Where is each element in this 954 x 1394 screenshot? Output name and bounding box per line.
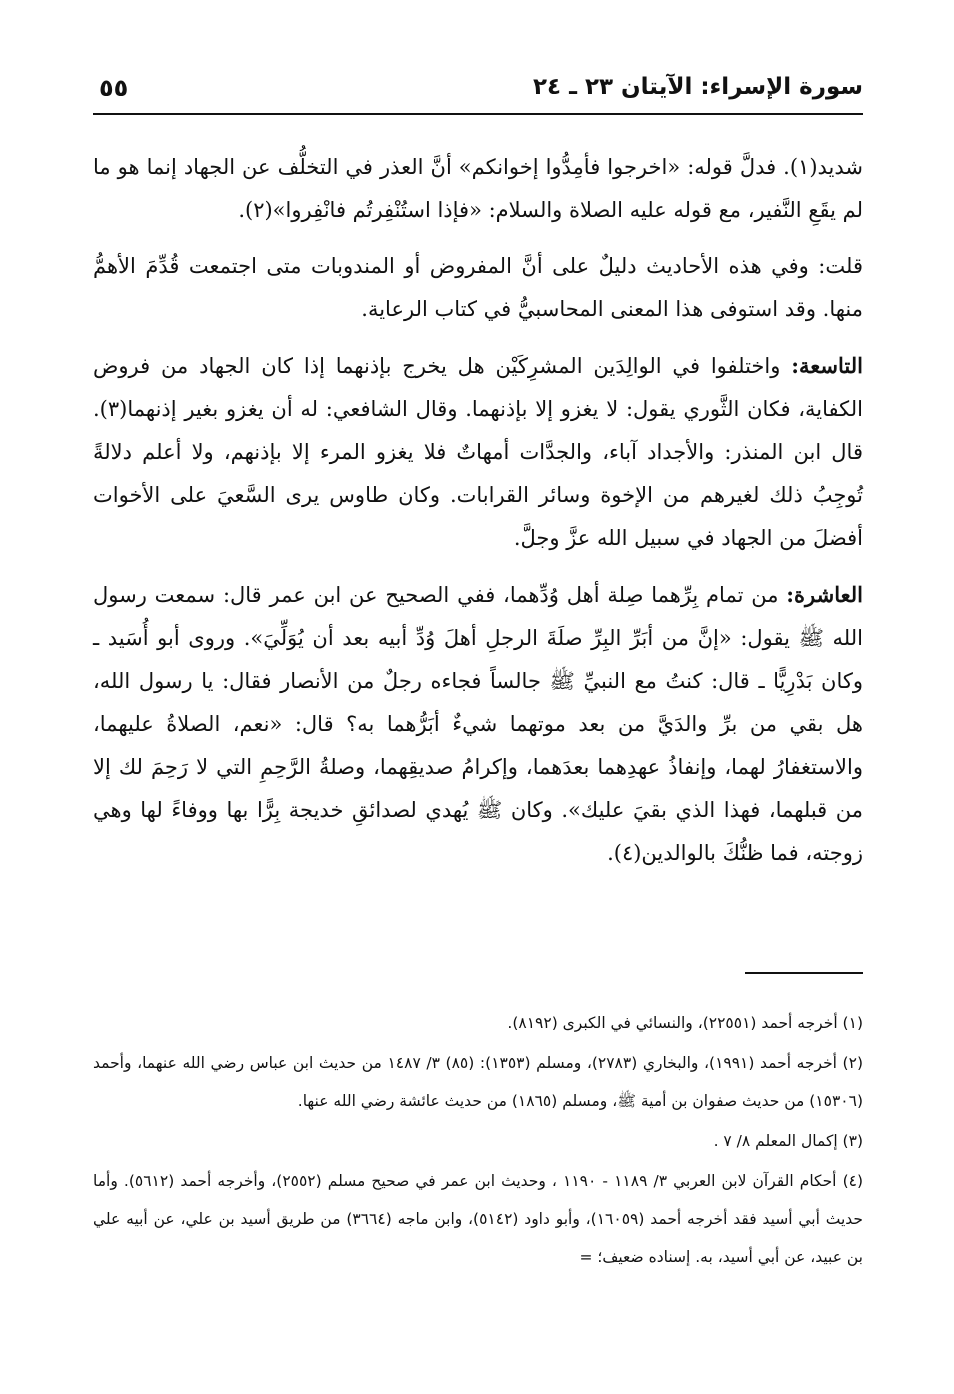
footnote-1: (١) أخرجه أحمد (٢٢٥٥١)، والنسائي في الكبرى (٨١٩٢). [507, 1014, 863, 1032]
section-lead-tenth: العاشرة: [786, 582, 863, 607]
footnote-4: (٤) أحكام القرآن لابن العربي ٣/ ١١٨٩ - ١١٩٠ ، وحديث ابن عمر في صحيح مسلم (٢٥٥٢)، وأخرجه أحمد (٥٦١٢). وأما حديث أبي أسيد فقد أخرجه أحمد (١٦٠٥٩)، وأبو داود (٥١٤٢)، وابن ماجه (٣٦٦٤) من طريق أسيد بن علي، عن أبيه علي بن عبيد، عن أبي أسيد، به. إسناده ضعيف؛ = [93, 1172, 864, 1266]
chapter-title: سورة الإسراء: الآيتان ٢٣ ـ ٢٤ [532, 74, 863, 100]
paragraph-text: واختلفوا في الوالِدَين المشرِكَيْن هل يخرج بإذنهما إذا كان الجهاد من فروض الكفاية، فكان الثَّوري يقول: لا يغزو إلا بإذنهما. وقال الشافعي: له أن يغزو بغير إذنهما(٣). قال ابن المنذر: والأجداد آباء، والجدَّات أمهاتٌ فلا يغزو المرء إلا بإذنهم، ولا أعلم دلالةً تُوجِبُ ذلك لغيرهم من الإخوة وسائر القرابات. وكان طاوس يرى السَّعيَ على الأخوات أفضلَ من الجهاد في سبيل الله عزَّ وجلَّ. [93, 354, 863, 550]
footnote-2: (٢) أخرجه أحمد (١٩٩١)، والبخاري (٢٧٨٣)، ومسلم (١٣٥٣): (٨٥) ٣/ ١٤٨٧ من حديث ابن عباس رضي الله عنهما، وأحمد (١٥٣٠٦) من حديث صفوان بن أمية ﷺ، ومسلم (١٨٦٥) من حديث عائشة رضي الله عنها. [93, 1054, 863, 1110]
header-divider [93, 113, 863, 115]
paragraph-text: قلت: وفي هذه الأحاديث دليلٌ على أنَّ المفروض أو المندوبات متى اجتمعت قُدِّمَ الأهمُّ منها. وقد استوفى هذا المعنى المحاسبيُّ في كتاب الرعاية. [93, 254, 863, 321]
footnote-3: (٣) إكمال المعلم ٨/ ٧ . [713, 1132, 863, 1150]
paragraph-3 [93, 344, 863, 560]
footnote-divider [745, 972, 863, 974]
paragraph-4 [93, 573, 863, 875]
running-header [93, 72, 863, 108]
paragraph-text: شديد(١). فدلَّ قوله: «اخرجوا فأمِدُّوا إخوانكم» أنَّ العذر في التخلُّف عن الجهاد إنما هو ما لم يقَعِ النَّفير، مع قوله عليه الصلاة والسلام: «فإذا استُنْفِرتُم فانْفِروا»(٢). [93, 155, 863, 222]
section-lead-ninth: التاسعة: [791, 353, 863, 378]
page-number: ٥٥ [99, 74, 129, 102]
paragraph-text: من تمام بِرِّهما صِلة أهل وُدِّهما، ففي الصحيح عن ابن عمر قال: سمعت رسول الله ﷺ يقول: «إنَّ من أبَرِّ البِرِّ صلَةَ الرجلِ أهلَ وُدِّ أبيه بعد أن يُوَلِّيَ». وروى أبو أُسَيد ـ وكان بَدْرِيًّا ـ قال: كنتُ مع النبيِّ ﷺ جالساً فجاءه رجلٌ من الأنصار فقال: يا رسول الله، هل بقي من برِّ والدَيَّ من بعد موتهما شيءٌ أبَرُّهما به؟ قال: «نعم، الصلاةُ عليهما، والاستغفارُ لهما، وإنفاذُ عهدِهما بعدَهما، وإكرامُ صديقِهما، وصلةُ الرَّحِمِ التي لا رَحِمَ لك إلا من قبلهما، فهذا الذي بقيَ عليك». وكان ﷺ يُهدي لصدائقِ خديجة بِرًّا بها ووفاءً لها وهي زوجته، فما ظنُّكَ بالوالدين(٤). [93, 583, 863, 865]
main-text [93, 146, 863, 875]
paragraph-2 [93, 245, 863, 331]
paragraph-1 [93, 146, 863, 232]
footnotes [93, 1004, 863, 1278]
